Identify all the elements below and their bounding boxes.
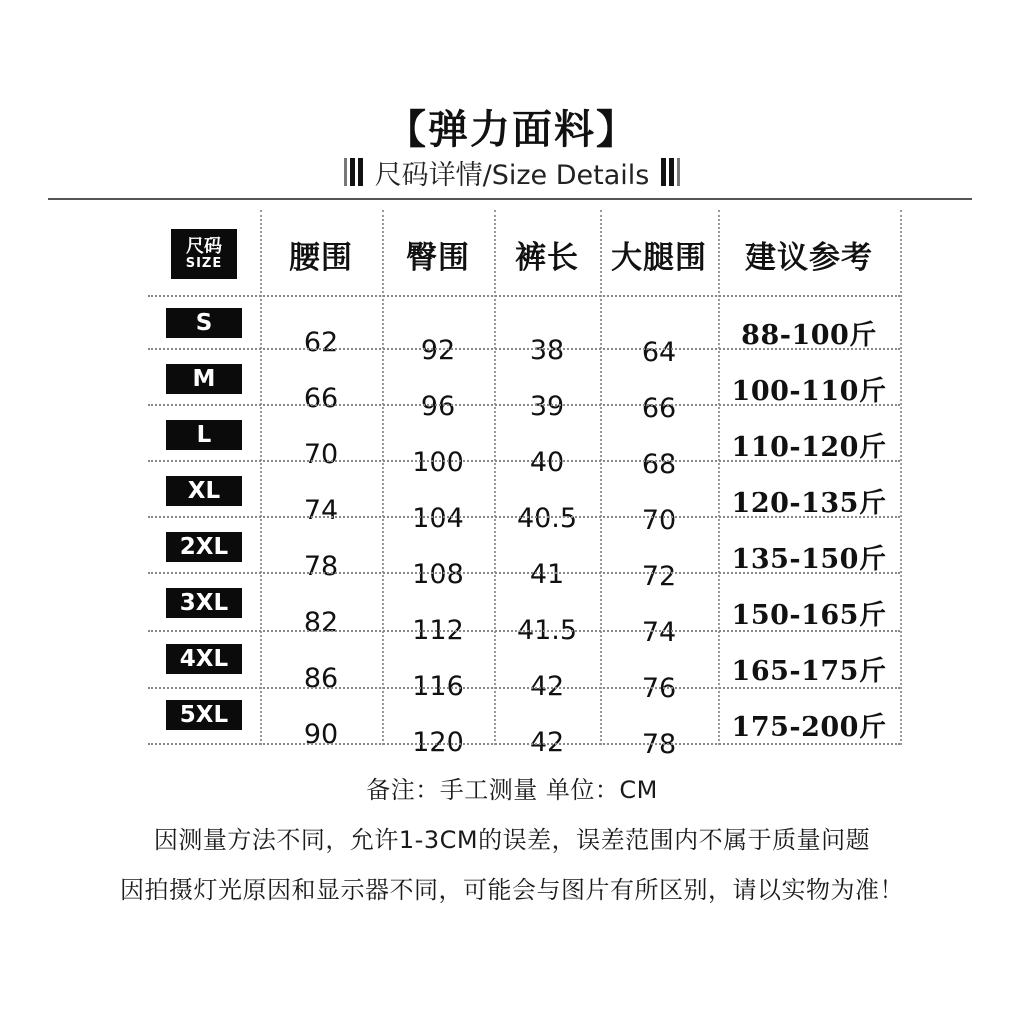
length-value: 40.5 <box>516 502 578 534</box>
table-row <box>148 522 900 592</box>
hips-value: 108 <box>412 558 464 590</box>
hips-value: 96 <box>420 390 456 422</box>
table-row <box>148 578 900 648</box>
size-badge: 5XL <box>166 700 242 730</box>
column-header-length: 裤长 <box>515 239 579 276</box>
waist-value: 66 <box>303 382 339 414</box>
page-title: 【弹力面料】 <box>386 107 638 153</box>
thigh-value: 72 <box>641 560 677 592</box>
right-bars-decoration <box>661 157 680 187</box>
size-badge: L <box>166 420 242 450</box>
row-separator <box>148 572 900 574</box>
row-separator <box>148 630 900 632</box>
length-value: 38 <box>529 334 565 366</box>
table-header-row <box>148 210 900 298</box>
hips-value: 112 <box>412 614 464 646</box>
table-row <box>148 354 900 424</box>
length-value: 41 <box>529 558 565 590</box>
subtitle-row <box>0 150 1024 194</box>
length-value: 41.5 <box>516 614 578 646</box>
size-header-en: SIZE <box>185 255 223 271</box>
thigh-value: 66 <box>641 392 677 424</box>
hips-value: 92 <box>420 334 456 366</box>
column-header-waist: 腰围 <box>289 239 353 276</box>
thigh-value: 76 <box>641 672 677 704</box>
weight-recommendation: 100-110斤 <box>731 375 887 407</box>
hips-value: 116 <box>412 670 464 702</box>
length-value: 39 <box>529 390 565 422</box>
thigh-value: 70 <box>641 504 677 536</box>
row-separator <box>148 516 900 518</box>
size-header-badge <box>171 229 237 279</box>
tolerance-note: 因测量方法不同，允许1-3CM的误差，误差范围内不属于质量问题 <box>153 826 871 854</box>
row-separator <box>148 743 900 745</box>
waist-value: 70 <box>303 438 339 470</box>
size-badge: 2XL <box>166 532 242 562</box>
column-header-recommendation: 建议参考 <box>745 239 873 276</box>
weight-recommendation: 165-175斤 <box>731 655 887 687</box>
size-badge: XL <box>166 476 242 506</box>
row-separator <box>148 404 900 406</box>
size-badge: M <box>166 364 242 394</box>
size-badge: 4XL <box>166 644 242 674</box>
column-header-thigh: 大腿围 <box>611 239 707 276</box>
hips-value: 104 <box>412 502 464 534</box>
thigh-value: 64 <box>641 336 677 368</box>
size-table <box>148 210 900 760</box>
weight-recommendation: 88-100斤 <box>741 319 877 351</box>
waist-value: 82 <box>303 606 339 638</box>
size-badge: 3XL <box>166 588 242 618</box>
waist-value: 74 <box>303 494 339 526</box>
color-disclaimer-note: 因拍摄灯光原因和显示器不同，可能会与图片有所区别，请以实物为准！ <box>120 876 904 904</box>
weight-recommendation: 150-165斤 <box>731 599 887 631</box>
weight-recommendation: 110-120斤 <box>731 431 887 463</box>
waist-value: 86 <box>303 662 339 694</box>
row-separator <box>148 348 900 350</box>
thigh-value: 68 <box>641 448 677 480</box>
waist-value: 78 <box>303 550 339 582</box>
left-bars-decoration <box>344 157 363 187</box>
length-value: 42 <box>529 726 565 758</box>
weight-recommendation: 135-150斤 <box>731 543 887 575</box>
hips-value: 120 <box>412 726 464 758</box>
row-separator <box>148 295 900 297</box>
thigh-value: 78 <box>641 728 677 760</box>
column-separator <box>900 210 902 745</box>
waist-value: 62 <box>303 326 339 358</box>
size-badge: S <box>166 308 242 338</box>
length-value: 42 <box>529 670 565 702</box>
subtitle: 尺码详情/Size Details <box>374 159 650 191</box>
divider-line <box>48 198 972 200</box>
length-value: 40 <box>529 446 565 478</box>
weight-recommendation: 175-200斤 <box>731 711 887 743</box>
weight-recommendation: 120-135斤 <box>731 487 887 519</box>
measurement-note: 备注：手工测量 单位：CM <box>366 776 658 804</box>
table-row <box>148 298 900 368</box>
row-separator <box>148 460 900 462</box>
table-row <box>148 634 900 704</box>
hips-value: 100 <box>412 446 464 478</box>
column-header-hips: 臀围 <box>406 239 470 276</box>
size-header-zh: 尺码 <box>186 235 222 257</box>
table-row <box>148 466 900 536</box>
waist-value: 90 <box>303 718 339 750</box>
table-row <box>148 690 900 760</box>
table-row <box>148 410 900 480</box>
thigh-value: 74 <box>641 616 677 648</box>
row-separator <box>148 687 900 689</box>
